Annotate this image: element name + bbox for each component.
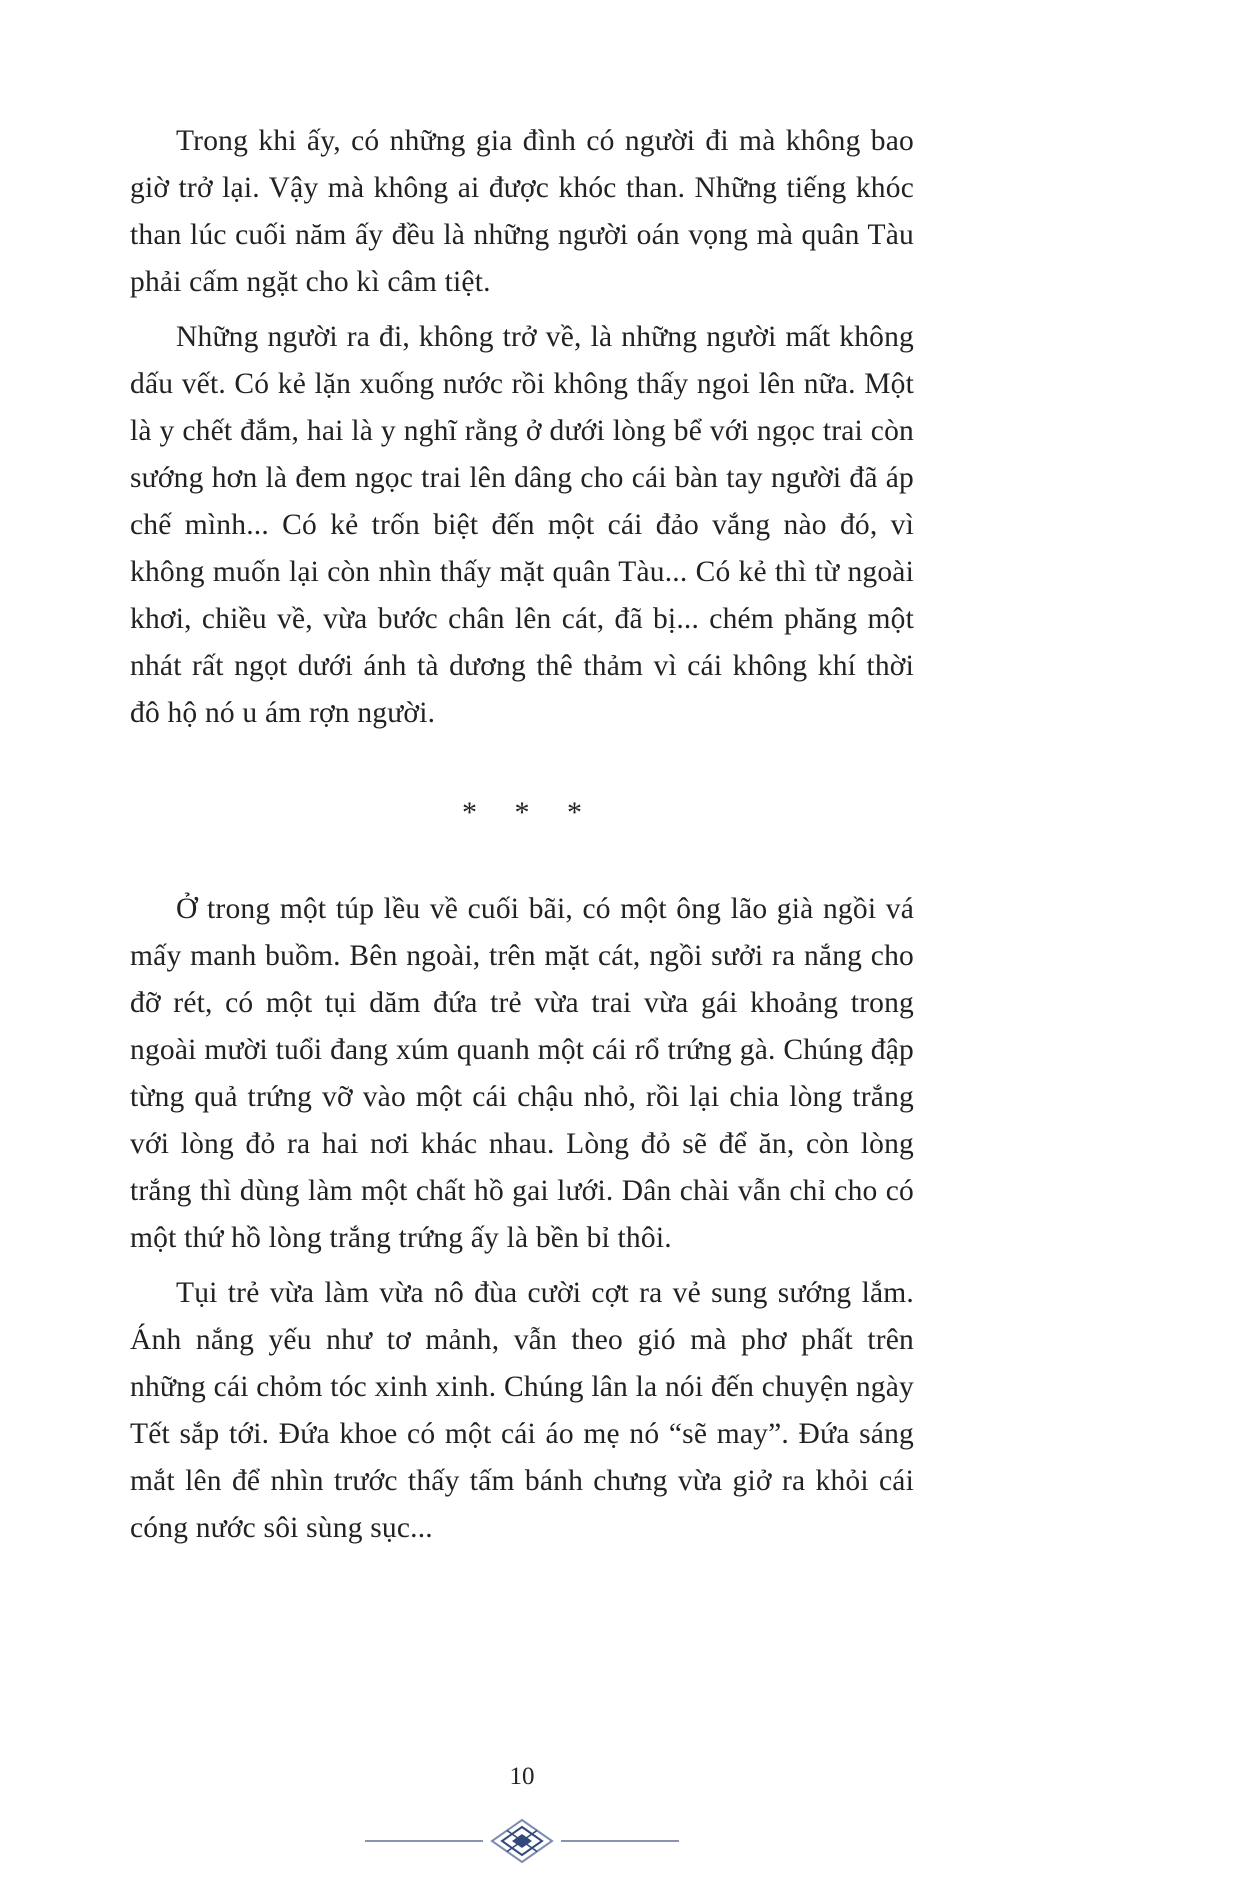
section-separator: * * *: [462, 796, 582, 829]
page-text: [130, 118, 914, 1552]
paragraph-3: Ở trong một túp lều về cuối bãi, có một ông lão già ngồi vá mấy manh buồm. Bên ngoài, trên mặt cát, ngồi sưởi ra nắng cho đỡ rét, có một tụi dăm đứa trẻ vừa trai vừa gái khoảng trong ngoài mười tuổi đang xúm quanh một cái rổ trứng gà. Chúng đập từng quả trứng vỡ vào một cái chậu nhỏ, rồi lại chia lòng trắng với lòng đỏ ra hai nơi khác nhau. Lòng đỏ sẽ để ăn, còn lòng trắng thì dùng làm một chất hồ gai lưới. Dân chài vẫn chỉ cho có một thứ hồ lòng trắng trứng ấy là bền bỉ thôi.: [130, 893, 914, 1254]
ornament-right-rule: [561, 1840, 679, 1842]
ornament-left-rule: [365, 1840, 483, 1842]
paragraph-1: Trong khi ấy, có những gia đình có người đi mà không bao giờ trở lại. Vậy mà không ai được khóc than. Những tiếng khóc than lúc cuối năm ấy đều là những người oán vọng mà quân Tàu phải cấm ngặt cho kì câm tiệt.: [130, 125, 914, 298]
paragraph-4: Tụi trẻ vừa làm vừa nô đùa cười cợt ra vẻ sung sướng lắm. Ánh nắng yếu như tơ mảnh, vẫn theo gió mà phơ phất trên những cái chỏm tóc xinh xinh. Chúng lân la nói đến chuyện ngày Tết sắp tới. Đứa khoe có một cái áo mẹ nó “sẽ may”. Đứa sáng mắt lên để nhìn trước thấy tấm bánh chưng vừa giở ra khỏi cái cóng nước sôi sùng sục...: [130, 1277, 914, 1544]
footer-ornament: [130, 1818, 914, 1864]
diamond-ornament-icon: [489, 1818, 555, 1864]
paragraph-2: Những người ra đi, không trở về, là những người mất không dấu vết. Có kẻ lặn xuống nước rồi không thấy ngoi lên nữa. Một là y chết đắm, hai là y nghĩ rằng ở dưới lòng bể với ngọc trai còn sướng hơn là đem ngọc trai lên dâng cho cái bàn tay người đã áp chế mình... Có kẻ trốn biệt đến một cái đảo vắng nào đó, vì không muốn lại còn nhìn thấy mặt quân Tàu... Có kẻ thì từ ngoài khơi, chiều về, vừa bước chân lên cát, đã bị... chém phăng một nhát rất ngọt dưới ánh tà dương thê thảm vì cái không khí thời đô hộ nó u ám rợn người.: [130, 321, 914, 729]
page-number: 10: [509, 1763, 535, 1790]
page-footer: [130, 1762, 914, 1864]
